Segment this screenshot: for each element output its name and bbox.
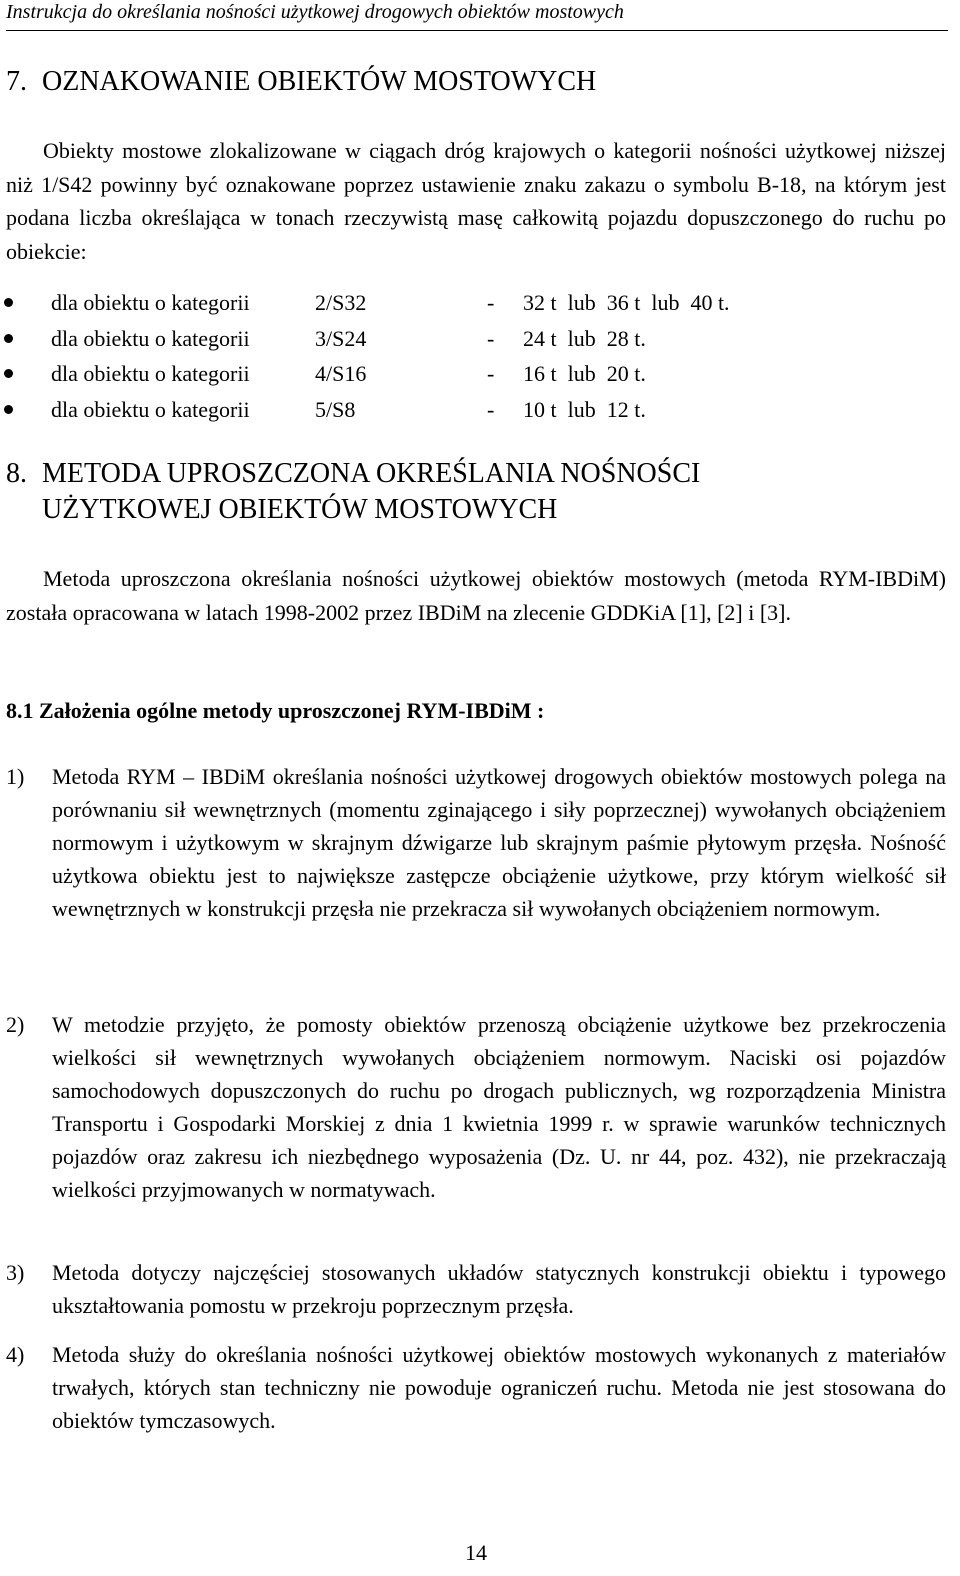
bullet-dash: -	[487, 290, 495, 315]
item-number: 1)	[6, 764, 25, 789]
category-list	[0, 285, 900, 427]
item-number: 3)	[6, 1260, 25, 1285]
bullet-value: 16 t lub 20 t.	[523, 361, 646, 386]
item-text: Metoda dotyczy najczęściej stosowanych układów statycznych konstrukcji obiektu i typowego ukształtowania pomostu w przekroju poprzecznym przęsła.	[52, 1260, 946, 1318]
section-8-1-heading: 8.1 Założenia ogólne metody uproszczonej RYM-IBDiM :	[6, 698, 545, 723]
bullet-label: dla obiektu o kategorii	[51, 361, 250, 386]
item-number: 4)	[6, 1342, 25, 1367]
bullet-label: dla obiektu o kategorii	[51, 325, 250, 351]
bullet-label: dla obiektu o kategorii	[51, 290, 250, 315]
section-8-heading	[6, 456, 906, 528]
list-item	[6, 1338, 946, 1437]
list-item	[6, 1008, 946, 1206]
list-item	[0, 356, 900, 392]
section-8-paragraph: Metoda uproszczona określania nośności użytkowej obiektów mostowych (metoda RYM-IBDiM) została opracowana w latach 1998-2002 przez IBDiM na zlecenie GDDKiA [1], [2] i [3].	[6, 566, 946, 625]
bullet-icon	[4, 369, 13, 378]
bullet-icon	[4, 334, 13, 343]
running-header: Instrukcja do określania nośności użytkowej drogowych obiektów mostowych	[6, 0, 948, 31]
bullet-value: 10 t lub 12 t.	[523, 396, 646, 422]
bullet-icon	[4, 405, 13, 414]
bullet-icon	[4, 298, 13, 307]
list-item	[0, 285, 900, 321]
bullet-label: dla obiektu o kategorii	[51, 396, 250, 422]
item-text: Metoda RYM – IBDiM określania nośności użytkowej drogowych obiektów mostowych polega na porównaniu sił wewnętrznych (momentu zginającego i siły poprzecznej) wywołanych obciążeniem normowym i użytkowym w skrajnym dźwigarze lub skrajnym paśmie płytowym przęsła. Nośność użytkowa obiektu jest to największe zastępcze obciążenie użytkowe, przy którym wielkość sił wewnętrznych w konstrukcji przęsła nie przekracza sił wywołanych obciążeniem normowym.	[52, 764, 946, 921]
bullet-value: 24 t lub 28 t.	[523, 325, 646, 351]
bullet-category: 5/S8	[315, 396, 356, 422]
list-item	[0, 392, 900, 428]
bullet-dash: -	[487, 396, 495, 422]
section-7-number: 7.	[6, 66, 27, 97]
list-item	[0, 321, 900, 357]
section-7-paragraph: Obiekty mostowe zlokalizowane w ciągach dróg krajowych o kategorii nośności użytkowej niższej niż 1/S42 powinny być oznakowane poprzez ustawienie znaku zakazu o symbolu B-18, na którym jest podana liczba określająca w tonach rzeczywistą masę całkowitą pojazdu dopuszczonego do ruchu po obiekcie:	[6, 138, 946, 264]
section-7-title: OZNAKOWANIE OBIEKTÓW MOSTOWYCH	[42, 66, 597, 97]
bullet-category: 2/S32	[315, 290, 367, 315]
page-number: 14	[465, 1540, 487, 1565]
bullet-dash: -	[487, 325, 495, 351]
section-8-title-line1: METODA UPROSZCZONA OKREŚLANIA NOŚNOŚCI	[42, 458, 701, 489]
list-item	[6, 1256, 946, 1322]
item-text: W metodzie przyjęto, że pomosty obiektów przenoszą obciążenie użytkowe bez przekroczenia wielkości sił wewnętrznych wywołanych obciążeniem normowym. Naciski osi pojazdów samochodowych dopuszczonych do ruchu po drogach publicznych, wg rozporządzenia Ministra Transportu i Gospodarki Morskiej z dnia 1 kwietnia 1999 r. w sprawie warunków technicznych pojazdów oraz zakresu ich niezbędnego wyposażenia (Dz. U. nr 44, poz. 432), nie przekraczają wielkości przyjmowanych w normatywach.	[52, 1012, 946, 1202]
item-text: Metoda służy do określania nośności użytkowej obiektów mostowych wykonanych z materiałów trwałych, których stan techniczny nie powoduje ograniczeń ruchu. Metoda nie jest stosowana do obiektów tymczasowych.	[52, 1342, 946, 1433]
section-8-title-line2: UŻYTKOWEJ OBIEKTÓW MOSTOWYCH	[42, 494, 558, 525]
bullet-dash: -	[487, 361, 495, 386]
section-7-heading	[6, 64, 596, 100]
bullet-category: 3/S24	[315, 325, 367, 351]
list-item	[6, 760, 946, 925]
bullet-category: 4/S16	[315, 361, 367, 386]
section-8-number: 8.	[6, 458, 27, 489]
item-number: 2)	[6, 1012, 25, 1037]
bullet-value: 32 t lub 36 t lub 40 t.	[523, 290, 730, 315]
